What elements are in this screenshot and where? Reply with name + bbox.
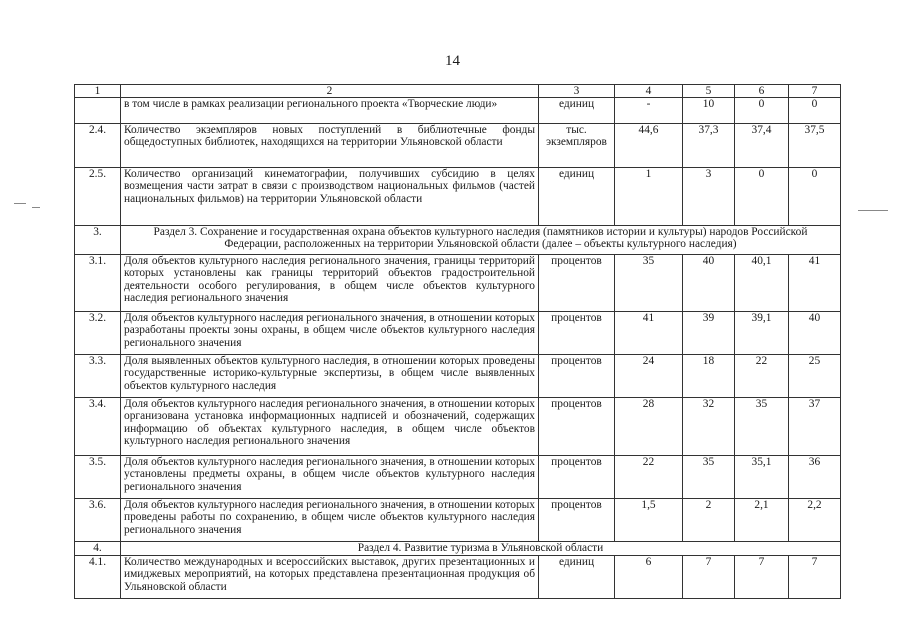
table-row xyxy=(75,556,841,599)
row-value: 37,3 xyxy=(683,124,735,168)
row-value: 35 xyxy=(683,456,735,499)
row-value: 28 xyxy=(615,398,683,456)
row-value: 41 xyxy=(615,312,683,355)
row-value: 32 xyxy=(683,398,735,456)
section-number: 3. xyxy=(75,226,121,255)
column-numbers-row xyxy=(75,85,841,98)
row-value: 40,1 xyxy=(735,255,789,312)
section-row xyxy=(75,226,841,255)
row-number: 3.3. xyxy=(75,355,121,398)
row-unit: процентов xyxy=(539,499,615,542)
row-description: Количество экземпляров новых поступлений в библиотечные фонды общедоступных библиотек, находящихся на территории Ульяновской области xyxy=(121,124,539,168)
row-value: 35 xyxy=(735,398,789,456)
row-description: Доля объектов культурного наследия регионального значения, в отношении которых организована установка информационных надписей и обозначений, содержащих информацию об объектах культурного наследия, в общем числе объектов культурного наследия регионального значения xyxy=(121,398,539,456)
row-value: 35 xyxy=(615,255,683,312)
row-description: Доля выявленных объектов культурного наследия, в отношении которых проведены государственные историко-культурные экспертизы, в общем числе выявленных объектов культурного наследия xyxy=(121,355,539,398)
row-value: 22 xyxy=(615,456,683,499)
row-value: 37,4 xyxy=(735,124,789,168)
row-number xyxy=(75,98,121,124)
table-row xyxy=(75,499,841,542)
row-description: Количество международных и всероссийских выставок, других презентационных и имиджевых мероприятий, на которых представлена презентационная продукция об Ульяновской области xyxy=(121,556,539,599)
row-value: - xyxy=(615,98,683,124)
row-value: 7 xyxy=(789,556,841,599)
scan-mark xyxy=(32,207,40,208)
table-row xyxy=(75,98,841,124)
row-value: 25 xyxy=(789,355,841,398)
row-number: 3.4. xyxy=(75,398,121,456)
row-value: 40 xyxy=(789,312,841,355)
column-header: 2 xyxy=(121,85,539,98)
table-row xyxy=(75,255,841,312)
indicators-table xyxy=(74,84,841,599)
row-unit: тыс. экземпляров xyxy=(539,124,615,168)
row-description: Доля объектов культурного наследия регионального значения, в отношении которых разработаны проекты зоны охраны, в общем числе объектов культурного наследия регионального значения xyxy=(121,312,539,355)
table-row xyxy=(75,168,841,226)
row-number: 3.6. xyxy=(75,499,121,542)
row-value: 1,5 xyxy=(615,499,683,542)
row-value: 2,2 xyxy=(789,499,841,542)
row-description: Доля объектов культурного наследия регионального значения, в отношении которых проведены работы по сохранению, в общем числе объектов культурного наследия регионального значения xyxy=(121,499,539,542)
row-description: в том числе в рамках реализации регионального проекта «Творческие люди» xyxy=(121,98,539,124)
row-number: 3.2. xyxy=(75,312,121,355)
row-number: 4.1. xyxy=(75,556,121,599)
page-number: 14 xyxy=(445,53,460,69)
row-value: 0 xyxy=(735,98,789,124)
row-unit: процентов xyxy=(539,398,615,456)
section-row xyxy=(75,542,841,556)
table-row xyxy=(75,312,841,355)
row-value: 37,5 xyxy=(789,124,841,168)
column-header: 7 xyxy=(789,85,841,98)
row-value: 3 xyxy=(683,168,735,226)
section-title: Раздел 4. Развитие туризма в Ульяновской области xyxy=(121,542,841,556)
row-number: 2.4. xyxy=(75,124,121,168)
row-unit: процентов xyxy=(539,312,615,355)
row-value: 35,1 xyxy=(735,456,789,499)
scan-mark xyxy=(858,210,888,211)
table-row xyxy=(75,355,841,398)
row-unit: процентов xyxy=(539,355,615,398)
row-value: 7 xyxy=(735,556,789,599)
row-description: Количество организаций кинематографии, получивших субсидию в целях возмещения части затрат в связи с производством национальных фильмов (частей национальных фильмов) на территории Ульяновской области xyxy=(121,168,539,226)
row-unit: процентов xyxy=(539,456,615,499)
row-unit: единиц xyxy=(539,98,615,124)
row-value: 24 xyxy=(615,355,683,398)
row-value: 37 xyxy=(789,398,841,456)
column-header: 5 xyxy=(683,85,735,98)
row-value: 39,1 xyxy=(735,312,789,355)
row-number: 2.5. xyxy=(75,168,121,226)
row-value: 0 xyxy=(735,168,789,226)
table-row xyxy=(75,124,841,168)
column-header: 4 xyxy=(615,85,683,98)
table-row xyxy=(75,456,841,499)
section-title: Раздел 3. Сохранение и государственная охрана объектов культурного наследия (памятников истории и культуры) народов Российской Федерации, расположенных на территории Ульяновской области (далее – объекты культурного наследия) xyxy=(121,226,841,255)
row-value: 41 xyxy=(789,255,841,312)
row-description: Доля объектов культурного наследия регионального значения, в отношении которых установлены предметы охраны, в общем числе объектов культурного наследия регионального значения xyxy=(121,456,539,499)
row-description: Доля объектов культурного наследия регионального значения, границы территорий которых установлены как границы территорий объектов градостроительной деятельности особого регулирования, в общем числе объектов культурного наследия регионального значения xyxy=(121,255,539,312)
row-number: 3.1. xyxy=(75,255,121,312)
row-value: 36 xyxy=(789,456,841,499)
row-number: 3.5. xyxy=(75,456,121,499)
row-value: 22 xyxy=(735,355,789,398)
row-value: 40 xyxy=(683,255,735,312)
row-unit: единиц xyxy=(539,556,615,599)
row-value: 0 xyxy=(789,168,841,226)
row-value: 6 xyxy=(615,556,683,599)
row-value: 0 xyxy=(789,98,841,124)
row-value: 44,6 xyxy=(615,124,683,168)
row-value: 18 xyxy=(683,355,735,398)
row-value: 7 xyxy=(683,556,735,599)
table-row xyxy=(75,398,841,456)
row-value: 2,1 xyxy=(735,499,789,542)
row-unit: единиц xyxy=(539,168,615,226)
section-number: 4. xyxy=(75,542,121,556)
row-value: 39 xyxy=(683,312,735,355)
column-header: 3 xyxy=(539,85,615,98)
column-header: 6 xyxy=(735,85,789,98)
row-value: 1 xyxy=(615,168,683,226)
scan-mark xyxy=(14,203,26,204)
row-value: 10 xyxy=(683,98,735,124)
column-header: 1 xyxy=(75,85,121,98)
row-value: 2 xyxy=(683,499,735,542)
row-unit: процентов xyxy=(539,255,615,312)
